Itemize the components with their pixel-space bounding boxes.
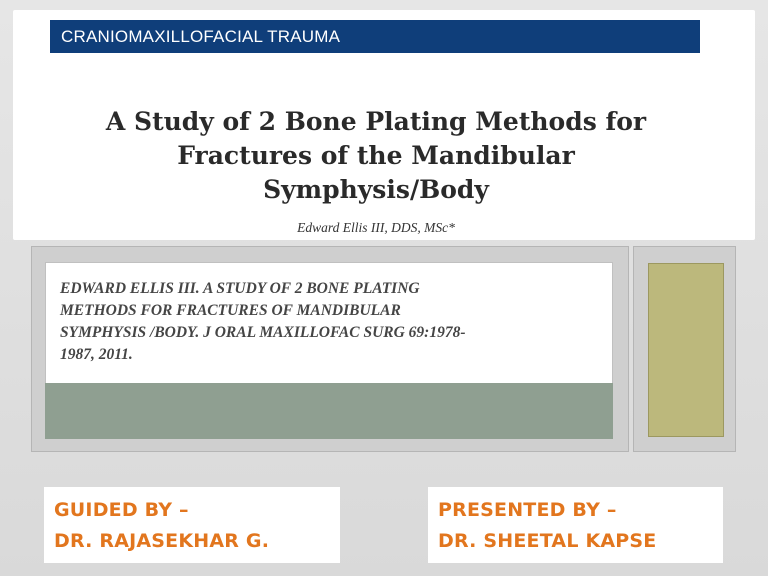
article-title xyxy=(60,105,692,207)
presented-by-label: PRESENTED BY – xyxy=(438,499,617,521)
article-title-line: A Study of 2 Bone Plating Methods for xyxy=(105,107,647,136)
citation-line: SYMPHYSIS /BODY. J ORAL MAXILLOFAC SURG 69:1978- xyxy=(60,324,466,341)
guided-by-label: GUIDED BY – xyxy=(54,499,189,521)
citation-line: 1987, 2011. xyxy=(60,346,133,363)
article-author: Edward Ellis III, DDS, MSc* xyxy=(297,220,455,235)
presented-by-box xyxy=(428,487,723,563)
citation-line: METHODS FOR FRACTURES OF MANDIBULAR xyxy=(60,302,401,319)
citation-line: EDWARD ELLIS III. A STUDY OF 2 BONE PLATING xyxy=(60,280,420,297)
article-title-line: Fractures of the Mandibular xyxy=(177,141,575,170)
citation-text xyxy=(60,278,590,366)
guide-name: DR. RAJASEKHAR G. xyxy=(54,530,270,552)
guided-by-box xyxy=(44,487,340,563)
journal-section-banner: CRANIOMAXILLOFACIAL TRAUMA xyxy=(50,20,700,53)
article-title-line: Symphysis/Body xyxy=(263,175,489,204)
side-accent-block xyxy=(648,263,724,437)
citation-accent-band xyxy=(45,383,613,439)
presenter-name: DR. SHEETAL KAPSE xyxy=(438,530,657,552)
